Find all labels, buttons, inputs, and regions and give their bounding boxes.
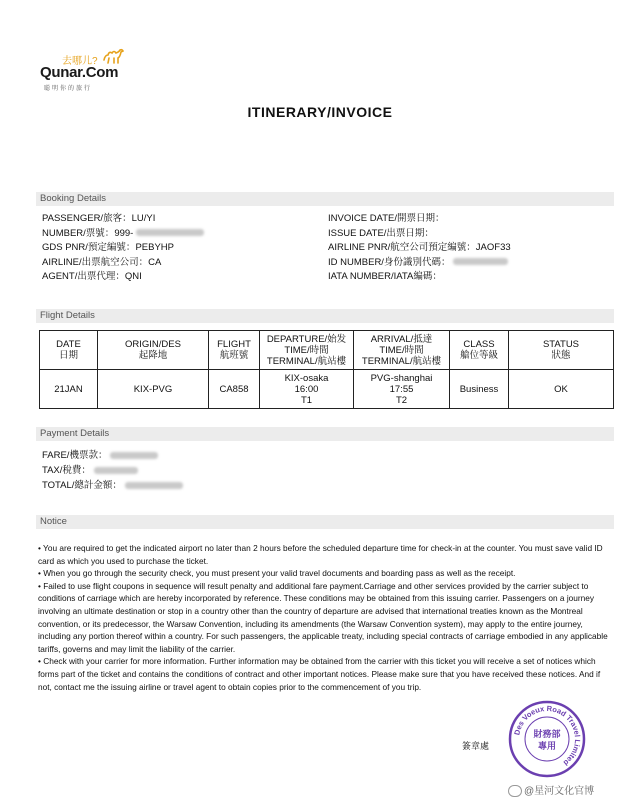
notice-text — [38, 542, 614, 693]
booking-airline-pnr: AIRLINE PNR/航空公司預定編號：JAOF33 — [328, 242, 511, 253]
col-status: STATUS 狀態 — [509, 331, 614, 370]
section-flight-details: Flight Details — [36, 309, 614, 323]
redacted-value — [125, 482, 183, 489]
qunar-logo — [40, 50, 130, 94]
col-flight: FLIGHT 航班號 — [209, 331, 260, 370]
cell-origin-des: KIX-PVG — [98, 370, 209, 409]
col-arrival: ARRIVAL/抵達 TIME/時間 TERMINAL/航站樓 — [354, 331, 450, 370]
booking-issue-date: ISSUE DATE/出票日期： — [328, 227, 434, 239]
watermark: @星河文化官博 — [508, 782, 594, 797]
booking-passenger: PASSENGER/旅客：LU/YI — [42, 213, 156, 224]
col-class: CLASS 艙位等級 — [450, 331, 509, 370]
notice-item: • When you go through the security check, you must present your valid travel documents and boarding pass as well as the receipt. — [38, 568, 516, 579]
cell-flight: CA858 — [209, 370, 260, 409]
stamp-ring-text: Des Voeux Road Travel Limited — [512, 703, 583, 768]
cell-status: OK — [509, 370, 614, 409]
col-departure: DEPARTURE/始发 TIME/時間 TERMINAL/航站樓 — [260, 331, 354, 370]
company-stamp — [508, 700, 586, 778]
col-date: DATE 日期 — [40, 331, 98, 370]
logo-subtitle: 聪明你的旅行 — [44, 86, 93, 92]
signature-label: 簽章處 — [462, 741, 490, 751]
redacted-value — [136, 229, 204, 236]
cell-arrival: PVG-shanghai 17:55 T2 — [354, 370, 450, 409]
booking-airline: AIRLINE/出票航空公司：CA — [42, 256, 162, 268]
logo-cn-text: 去哪儿? — [62, 56, 98, 67]
col-origin-des: ORIGIN/DES 起降地 — [98, 331, 209, 370]
payment-fare: FARE/機票款： — [42, 448, 183, 463]
booking-gds-pnr: GDS PNR/預定編號：PEBYHP — [42, 242, 174, 253]
booking-right-column — [328, 212, 511, 285]
weibo-icon — [508, 785, 522, 797]
payment-tax: TAX/稅費： — [42, 463, 183, 478]
section-booking-details: Booking Details — [36, 192, 614, 206]
document-title: ITINERARY/INVOICE — [247, 104, 393, 120]
booking-id-number: ID NUMBER/身份識別代碼： — [328, 256, 511, 271]
stamp-center-top: 財務部 — [533, 730, 561, 740]
redacted-value — [94, 467, 138, 474]
cell-departure: KIX-osaka 16:00 T1 — [260, 370, 354, 409]
flight-table-header — [40, 331, 614, 370]
booking-iata-number: IATA NUMBER/IATA編碼： — [328, 271, 442, 282]
cell-date: 21JAN — [40, 370, 98, 409]
notice-item: • Check with your carrier for more information. Further information may be obtained from the carrier with this ticket you will receive a set of notices which forms part of the ticket and contains the conditions of contract and other important notices. Please make sure that you have received these notices. And if not, contact me the issuing airline or travel agent to obtain copies prior to the commencement of you trip. — [38, 656, 601, 692]
cell-class: Business — [450, 370, 509, 409]
stamp-center-bottom: 專用 — [537, 742, 557, 752]
logo-brand: Qunar.Com — [40, 64, 119, 81]
section-payment-details: Payment Details — [36, 427, 614, 441]
payment-total: TOTAL/總計金額： — [42, 478, 183, 493]
payment-block — [42, 448, 183, 493]
notice-item: • You are required to get the indicated airport no later than 2 hours before the scheduled departure time for check-in at the counter. You must save valid ID card as which you used to purchase the ticket. — [38, 543, 603, 566]
flight-table — [39, 330, 614, 409]
booking-left-column — [42, 212, 204, 285]
table-row — [40, 370, 614, 409]
redacted-value — [453, 258, 508, 265]
camel-icon — [102, 48, 124, 64]
notice-item: • Failed to use flight coupons in sequence will result penalty and additional fare payment.Carriage and other services provided by the carrier subject to conditions of carriage which are hereby incorporated by reference. These conditions may be obtained from this issuing carrier. Passengers on a journey involving an ultimate destination or stop in a country other than the country of departure are advised that international treaties known as the Montreal convention, or its predecessor, the Warsaw Convention, including its amendments (the Warsaw Convention system), may apply to the entire journey, including any portion thereof within a country. For such passengers, the applicable treaty, including special contracts of carriage embodied in any applicable tariffs, governs and may limit the liability of the carrier. — [38, 580, 608, 654]
redacted-value — [110, 452, 158, 459]
booking-invoice-date: INVOICE DATE/開票日期： — [328, 213, 445, 224]
section-notice: Notice — [36, 515, 614, 529]
booking-agent: AGENT/出票代理：QNI — [42, 271, 142, 282]
booking-number: NUMBER/票號：999- — [42, 227, 204, 242]
